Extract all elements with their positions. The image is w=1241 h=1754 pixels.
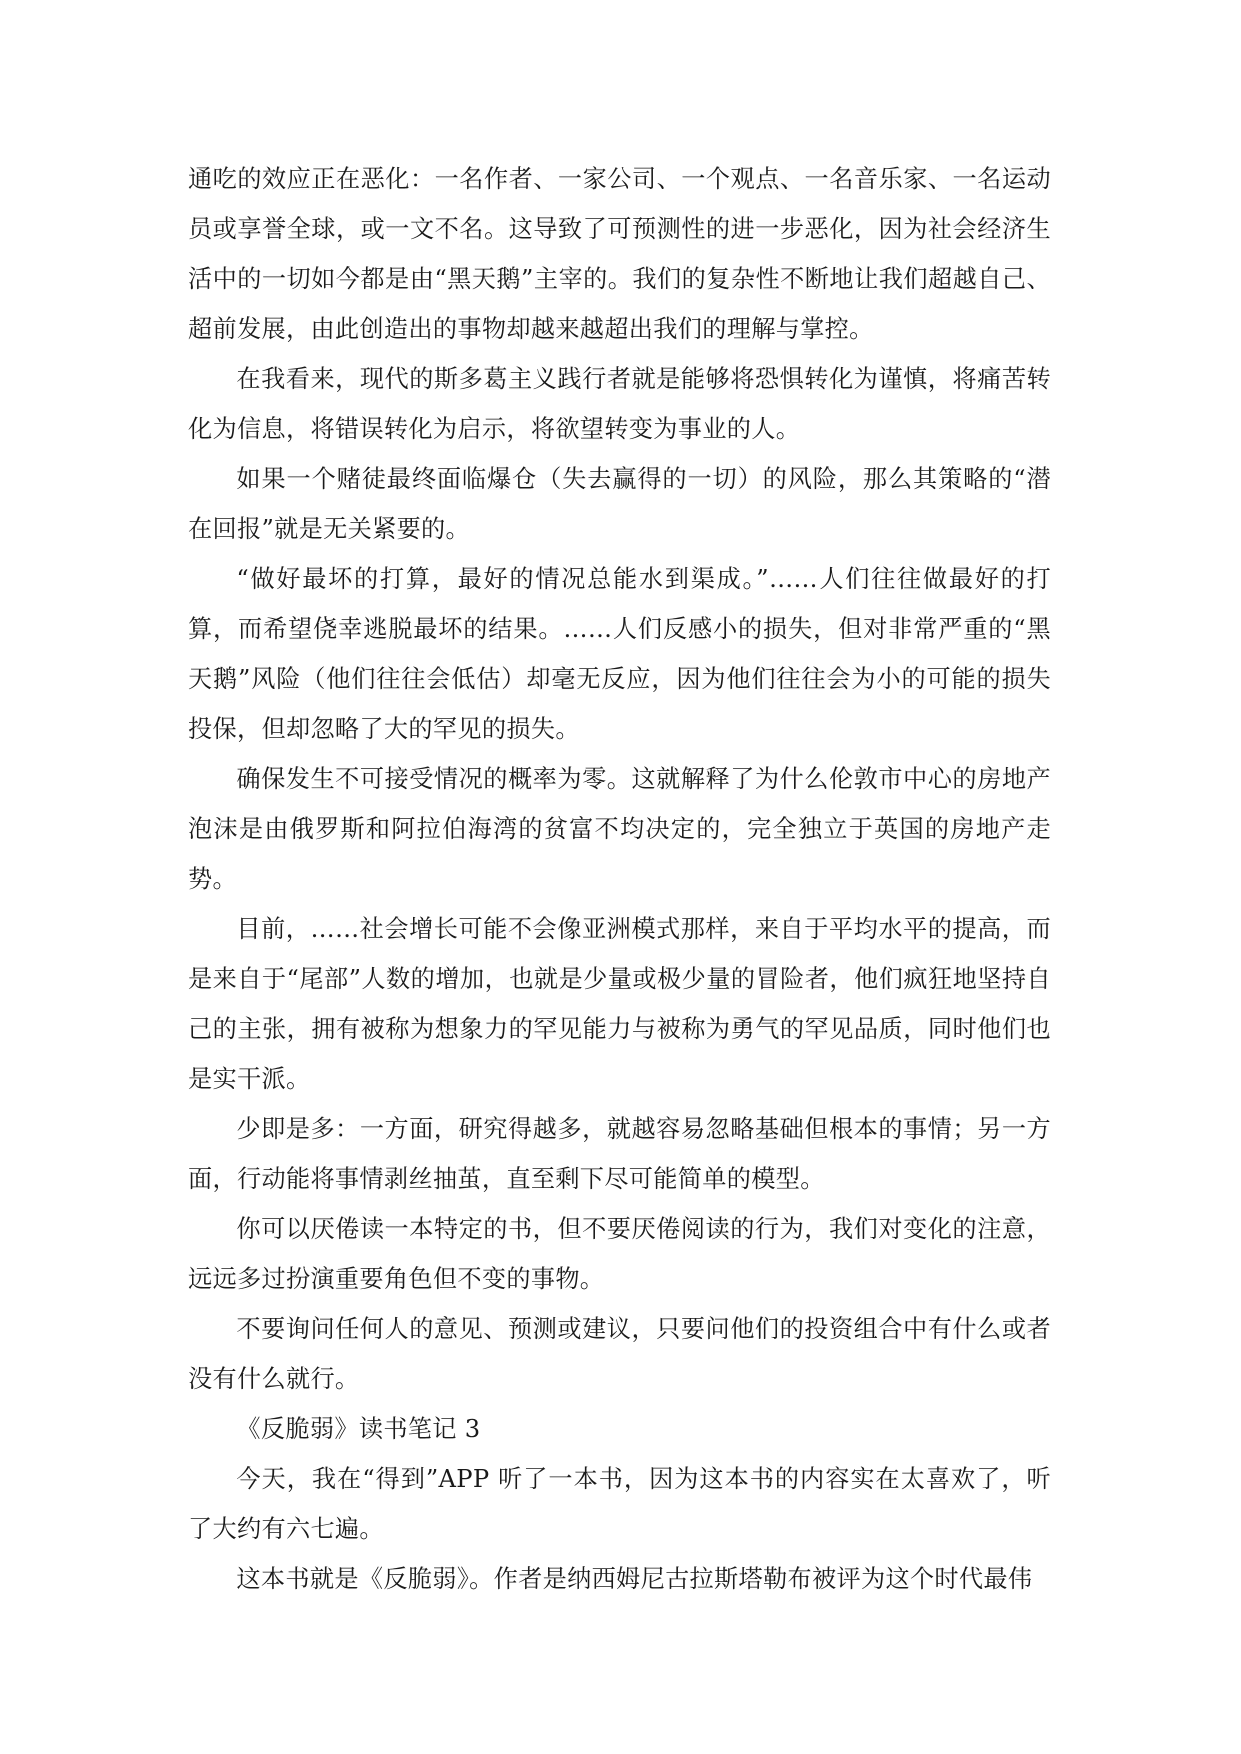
paragraph: 如果一个赌徒最终面临爆仓（失去赢得的一切）的风险，那么其策略的“潜在回报”就是无关紧要的。 (188, 465, 1051, 543)
paragraph: 确保发生不可接受情况的概率为零。这就解释了为什么伦敦市中心的房地产泡沫是由俄罗斯和阿拉伯海湾的贫富不均决定的，完全独立于英国的房地产走势。 (188, 765, 1051, 893)
paragraph: 你可以厌倦读一本特定的书，但不要厌倦阅读的行为，我们对变化的注意，远远多过扮演重要角色但不变的事物。 (188, 1215, 1051, 1293)
section-heading: 《反脆弱》读书笔记 3 (236, 1415, 481, 1443)
paragraph: 这本书就是《反脆弱》。作者是纳西姆尼古拉斯塔勒布被评为这个时代最伟 (236, 1565, 1033, 1593)
paragraph: 目前，……社会增长可能不会像亚洲模式那样，来自于平均水平的提高，而是来自于“尾部”人数的增加，也就是少量或极少量的冒险者，他们疯狂地坚持自己的主张，拥有被称为想象力的罕见能力与被称为勇气的罕见品质，同时他们也是实干派。 (188, 915, 1051, 1093)
paragraph: “做好最坏的打算，最好的情况总能水到渠成。”……人们往往做最好的打算，而希望侥幸逃脱最坏的结果。……人们反感小的损失，但对非常严重的“黑天鹅”风险（他们往往会低估）却毫无反应，因为他们往往会为小的可能的损失投保，但却忽略了大的罕见的损失。 (188, 565, 1051, 743)
paragraph: 不要询问任何人的意见、预测或建议，只要问他们的投资组合中有什么或者没有什么就行。 (188, 1315, 1051, 1393)
paragraph: 今天，我在“得到”APP 听了一本书，因为这本书的内容实在太喜欢了，听了大约有六七遍。 (188, 1465, 1051, 1543)
paragraph: 在我看来，现代的斯多葛主义践行者就是能够将恐惧转化为谨慎，将痛苦转化为信息，将错误转化为启示，将欲望转变为事业的人。 (188, 365, 1051, 443)
document-body (188, 154, 1051, 1604)
paragraph: 少即是多：一方面，研究得越多，就越容易忽略基础但根本的事情；另一方面，行动能将事情剥丝抽茧，直至剩下尽可能简单的模型。 (188, 1115, 1051, 1193)
paragraph: 通吃的效应正在恶化：一名作者、一家公司、一个观点、一名音乐家、一名运动员或享誉全球，或一文不名。这导致了可预测性的进一步恶化，因为社会经济生活中的一切如今都是由“黑天鹅”主宰的。我们的复杂性不断地让我们超越自己、超前发展，由此创造出的事物却越来越超出我们的理解与掌控。 (188, 165, 1051, 343)
